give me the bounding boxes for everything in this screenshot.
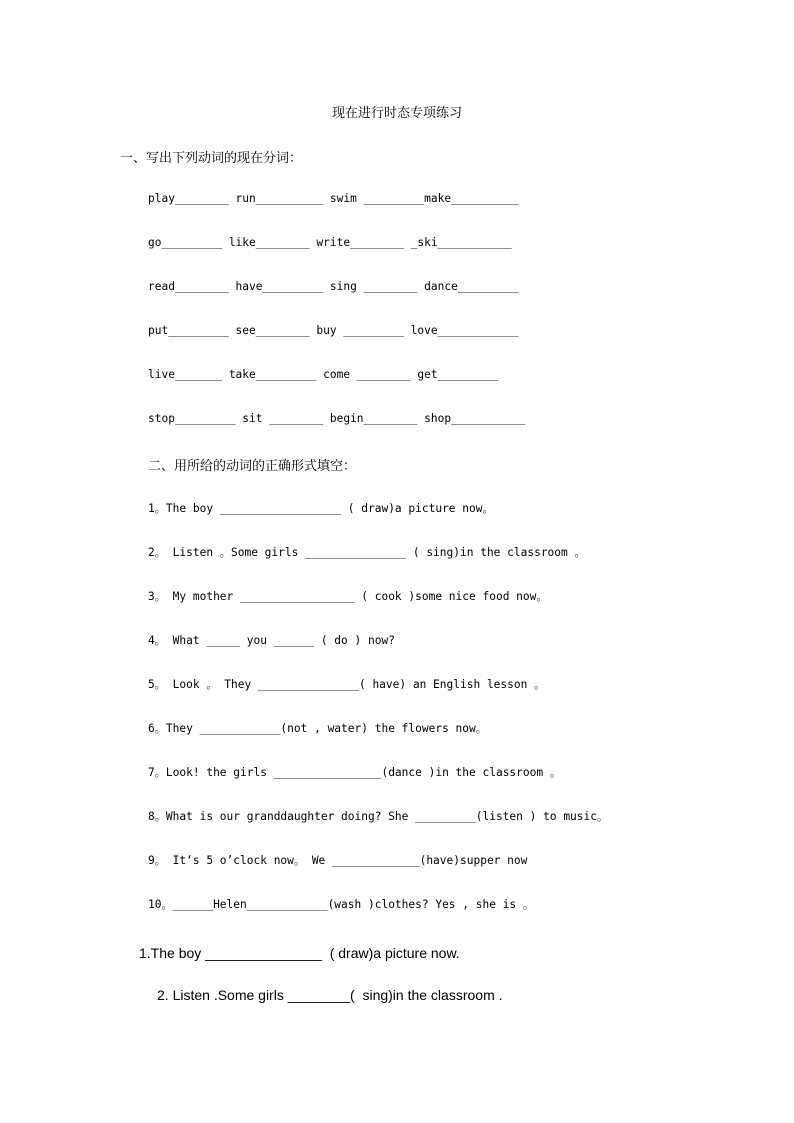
exercise-item: 2。 Listen 。Some girls _______________ ( sing)in the classroom 。 — [148, 546, 586, 559]
exercise-item: 1。The boy __________________ ( draw)a picture now。 — [148, 502, 494, 515]
section2-heading: 二、用所给的动词的正确形式填空： — [148, 459, 357, 474]
extra-line: 1.The boy _______________ ( draw)a picture now. — [139, 945, 460, 961]
exercise-item: 5。 Look 。 They _______________( have) an English lesson 。 — [148, 678, 546, 691]
section1-line: live_______ take_________ come ________ get_________ — [148, 368, 499, 381]
exercise-item: 10。______Helen____________(wash )clothes? Yes , she is 。 — [148, 898, 535, 911]
section1-line: put_________ see________ buy _________ love____________ — [148, 324, 519, 337]
section1-line: go_________ like________ write________ _ski___________ — [148, 236, 512, 249]
exercise-item: 3。 My mother _________________ ( cook )some nice food now。 — [148, 590, 548, 603]
exercise-item: 7。Look! the girls ________________(dance )in the classroom 。 — [148, 766, 562, 779]
extra-line: 2. Listen .Some girls ________( sing)in the classroom . — [157, 987, 503, 1003]
exercise-item: 9。 It‘s 5 o’clock now。 We _____________(have)supper now — [148, 854, 528, 867]
section1-line: read________ have_________ sing ________ dance_________ — [148, 280, 519, 293]
section1-line: stop_________ sit ________ begin________ shop___________ — [148, 412, 526, 425]
exercise-item: 8。What is our granddaughter doing? She _________(listen ) to music。 — [148, 810, 609, 823]
section1-heading: 一、写出下列动词的现在分词： — [120, 151, 303, 166]
section1-line: play________ run__________ swim _________make__________ — [148, 192, 519, 205]
exercise-item: 6。They ____________(not , water) the flowers now。 — [148, 722, 487, 735]
exercise-item: 4。 What _____ you ______ ( do ) now? — [148, 634, 395, 647]
page-title: 现在进行时态专项练习 — [331, 106, 462, 121]
